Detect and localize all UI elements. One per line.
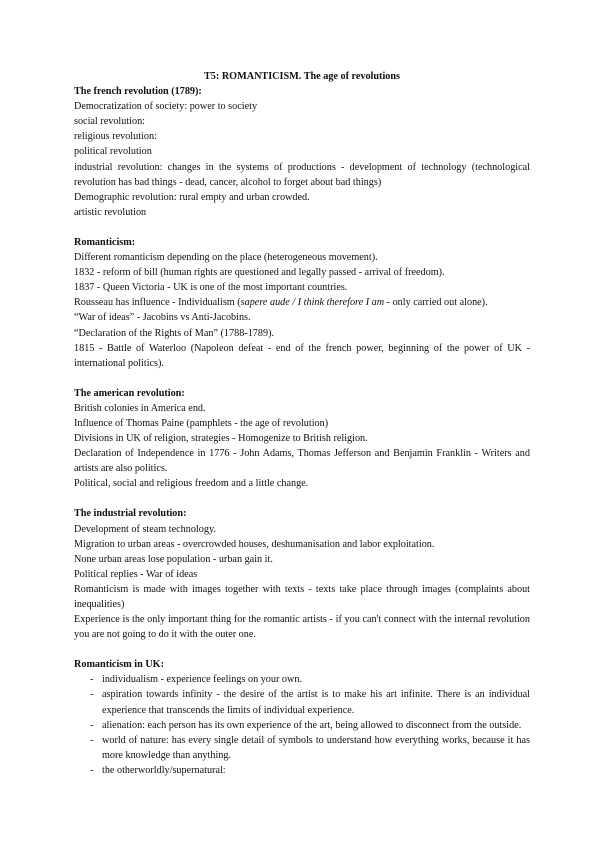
text-paragraph: Romanticism is made with images together with texts - texts take place through images (complaints about inequalities) bbox=[74, 583, 530, 610]
text-line: Political, social and religious freedom and a little change. bbox=[74, 478, 309, 490]
text-paragraph: industrial revolution: changes in the systems of productions - development of technology (technological revolution has bad things - dead, cancer, alcohol to forget about bad things) bbox=[74, 161, 530, 188]
text-line: artistic revolution bbox=[74, 206, 147, 218]
text-line: Political replies - War of ideas bbox=[74, 568, 198, 580]
text-line: Democratization of society: power to society bbox=[74, 101, 258, 113]
italic-quote: sapere aude / I think therefore I am bbox=[240, 297, 385, 309]
text-line: religious revolution: bbox=[74, 131, 157, 143]
text-paragraph: Experience is the only important thing for the romantic artists - if you can't connect with the internal revolution you are not going to do it with the outer one. bbox=[74, 614, 530, 641]
list-item: - world of nature: has every single detail of symbols to understand how everything works, because it has more knowledge than anything. bbox=[74, 733, 530, 763]
industrial-revolution-heading: The industrial revolution: bbox=[74, 508, 187, 520]
text-line: Migration to urban areas - overcrowded houses, deshumanisation and labor exploitation. bbox=[74, 538, 435, 550]
text-line: British colonies in America end. bbox=[74, 402, 206, 414]
romanticism-uk-list bbox=[74, 672, 530, 778]
text-line: Demographic revolution: rural empty and urban crowded. bbox=[74, 191, 310, 203]
text-line: “Declaration of the Rights of Man” (1788-1789). bbox=[74, 327, 275, 339]
text-line-rousseau bbox=[74, 295, 530, 310]
french-revolution-heading: The french revolution (1789): bbox=[74, 86, 202, 98]
document-page bbox=[74, 69, 530, 778]
text-fragment: Rousseau has influence - Individualism ( bbox=[74, 297, 241, 309]
list-item: - individualism - experience feelings on your own. bbox=[74, 672, 530, 687]
text-line: political revolution bbox=[74, 146, 152, 158]
romanticism-uk-heading: Romanticism in UK: bbox=[74, 659, 164, 671]
text-paragraph: 1815 - Battle of Waterloo (Napoleon defeat - end of the french power, beginning of the power of UK - international politics). bbox=[74, 342, 530, 369]
section-gap bbox=[74, 220, 530, 235]
text-line: Different romanticism depending on the place (heterogeneous movement). bbox=[74, 252, 378, 264]
text-fragment: - only carried out alone). bbox=[384, 297, 488, 309]
text-paragraph: Declaration of Independence in 1776 - John Adams, Thomas Jefferson and Benjamin Franklin - Writers and artists are also politics. bbox=[74, 448, 530, 475]
list-item: - aspiration towards infinity - the desire of the artist is to make his art infinite. There is an individual experience that transcends the limits of individual experience. bbox=[74, 687, 530, 717]
text-line: 1832 - reform of bill (human rights are questioned and legally passed - arrival of freedom). bbox=[74, 267, 445, 279]
text-line: “War of ideas” - Jacobins vs Anti-Jacobins. bbox=[74, 312, 251, 324]
text-line: social revolution: bbox=[74, 116, 146, 128]
section-gap bbox=[74, 642, 530, 657]
romanticism-heading: Romanticism: bbox=[74, 236, 136, 248]
text-line: None urban areas lose population - urban gain it. bbox=[74, 553, 273, 565]
list-item: - the otherworldly/supernatural: bbox=[74, 763, 530, 778]
section-gap bbox=[74, 371, 530, 386]
document-title: T5: ROMANTICISM. The age of revolutions bbox=[203, 71, 401, 82]
text-line: Influence of Thomas Paine (pamphlets - the age of revolution) bbox=[74, 417, 329, 429]
section-gap bbox=[74, 491, 530, 506]
list-item: - alienation: each person has its own experience of the art, being allowed to disconnect from the outside. bbox=[74, 718, 530, 733]
text-line: 1837 - Queen Victoria - UK is one of the most important countries. bbox=[74, 282, 348, 294]
text-line: Development of steam technology. bbox=[74, 523, 216, 535]
text-line: Divisions in UK of religion, strategies - Homogenize to British religion. bbox=[74, 433, 368, 445]
american-revolution-heading: The american revolution: bbox=[74, 387, 185, 399]
